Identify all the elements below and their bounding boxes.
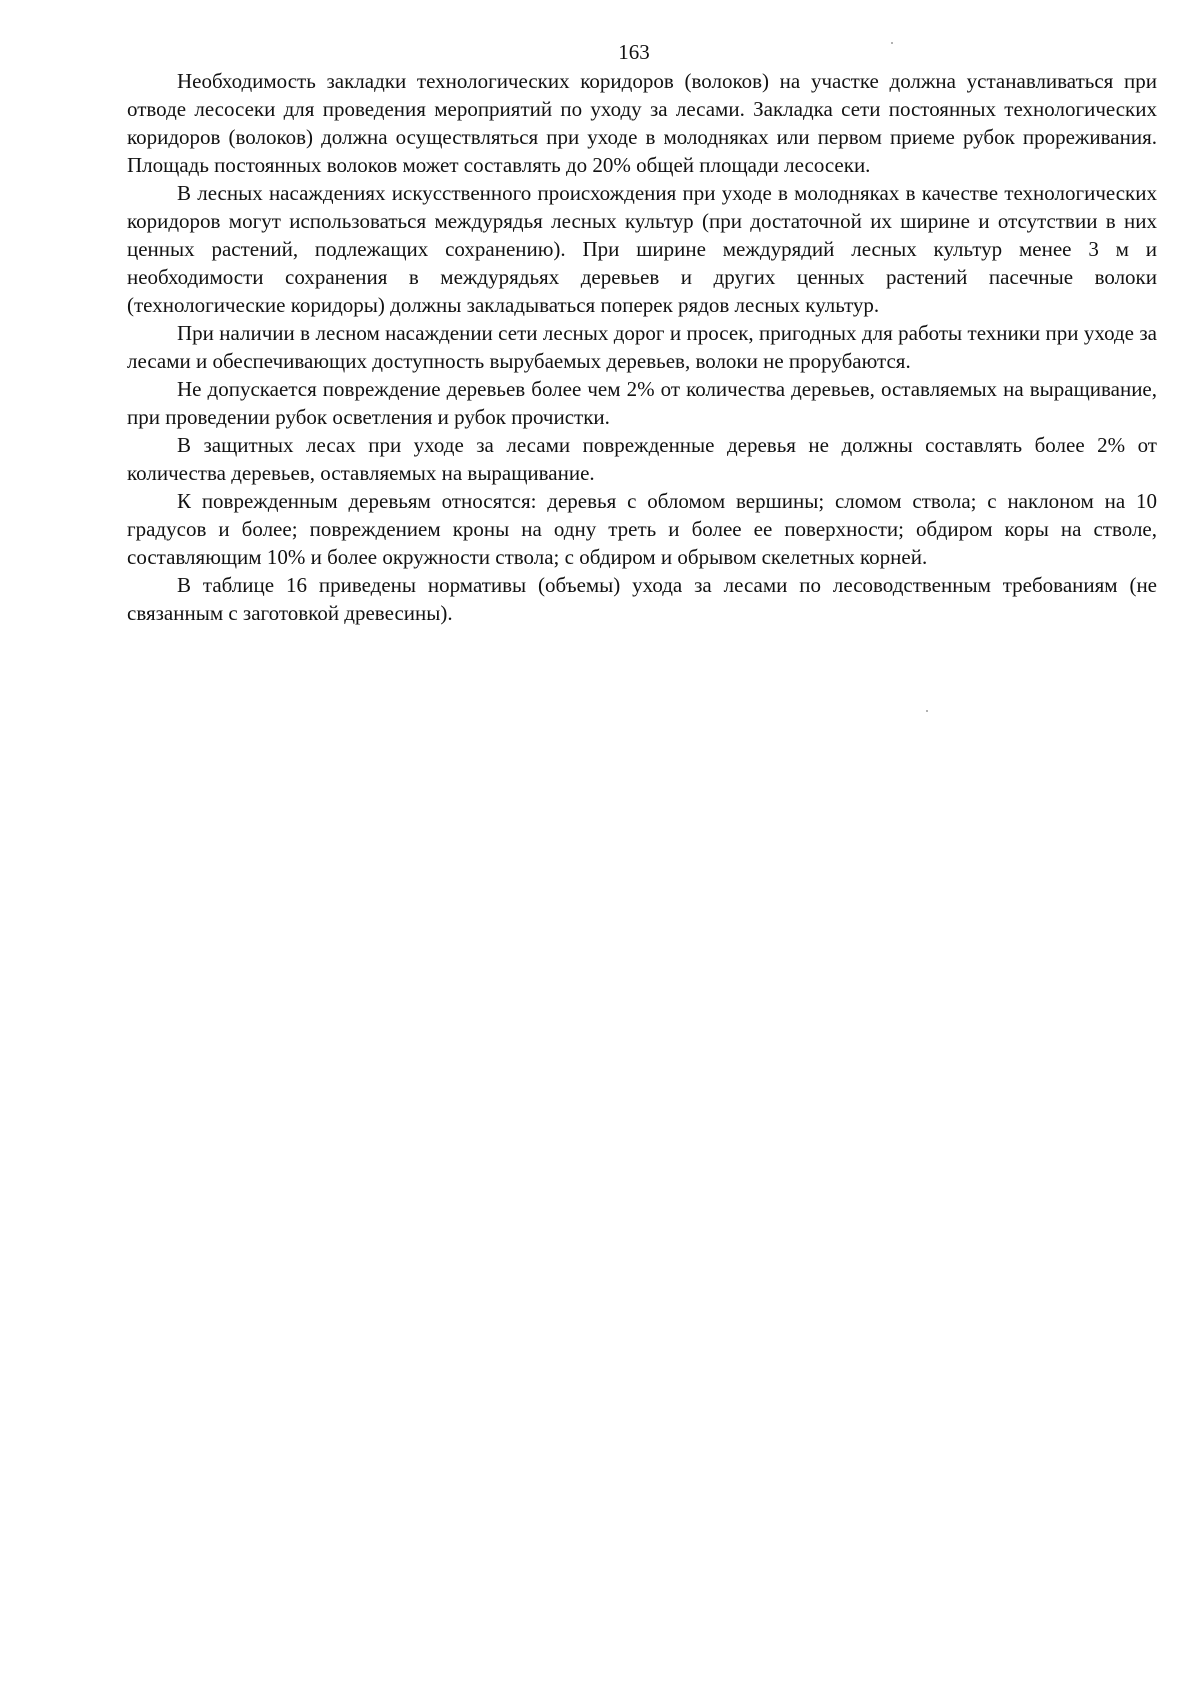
page-number: 163 (618, 40, 650, 64)
paragraph-corridors: Необходимость закладки технологических коридоров (волоков) на участке должна устанавливаться при отводе лесосеки для проведения мероприятий по уходу за лесами. Закладка сети постоянных технологических коридоров (волоков) должна осуществляться при уходе в молодняках или первом приеме рубок прореживания. Площадь постоянных волоков может составлять до 20% общей площади лесосеки. (127, 69, 1157, 177)
paragraph-protective-forests: В защитных лесах при уходе за лесами поврежденные деревья не должны составлять более 2% от количества деревьев, оставляемых на выращивание. (127, 433, 1157, 485)
paragraph-artificial-stands: В лесных насаждениях искусственного происхождения при уходе в молодняках в качестве технологических коридоров могут использоваться междурядья лесных культур (при достаточной их ширине и отсутствии в них ценных растений, подлежащих сохранению). При ширине междурядий лесных культур менее 3 м и необходимости сохранения в междурядьях деревьев и других ценных растений пасечные волоки (технологические коридоры) должны закладываться поперек рядов лесных культур. (127, 181, 1157, 317)
scan-speck (891, 42, 893, 44)
scan-speck (926, 710, 928, 712)
paragraph-table-reference: В таблице 16 приведены нормативы (объемы) ухода за лесами по лесоводственным требованиям (не связанным с заготовкой древесины). (127, 573, 1157, 625)
body-text (127, 67, 1157, 627)
paragraph-damaged-trees: К поврежденным деревьям относятся: деревья с обломом вершины; сломом ствола; с наклоном на 10 градусов и более; повреждением кроны на одну треть и более ее поверхности; обдиром коры на стволе, составляющим 10% и более окружности ствола; с обдиром и обрывом скелетных корней. (127, 489, 1157, 569)
paragraph-roads: При наличии в лесном насаждении сети лесных дорог и просек, пригодных для работы техники при уходе за лесами и обеспечивающих доступность вырубаемых деревьев, волоки не прорубаются. (127, 321, 1157, 373)
paragraph-damage-limit: Не допускается повреждение деревьев более чем 2% от количества деревьев, оставляемых на выращивание, при проведении рубок осветления и рубок прочистки. (127, 377, 1157, 429)
